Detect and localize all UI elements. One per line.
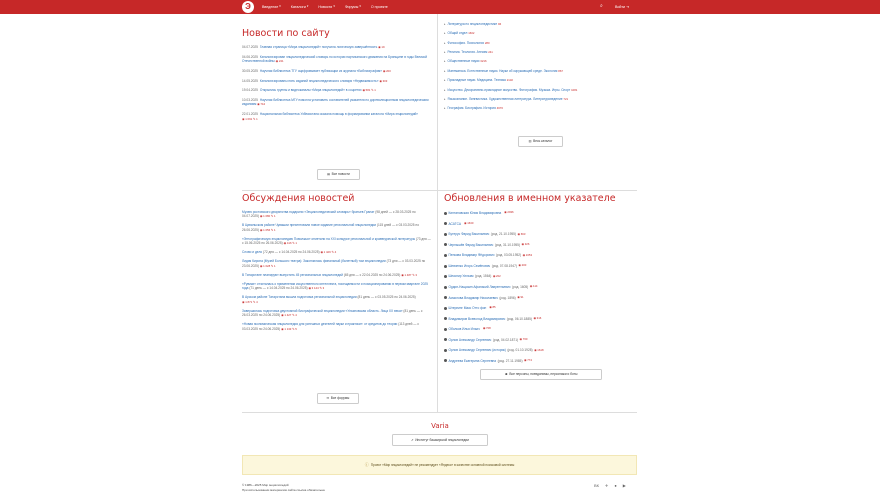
views-count: ◉ 1 080 ✎ 1 [259,214,276,219]
news-link[interactable]: Национальная библиотека Узбекистана оказала помощь в формировании каталога «Мира энциклопедий» [259,112,419,117]
column-divider [437,14,438,190]
folder-icon: ▸ [444,59,446,64]
person-link[interactable]: Асмолова Владимир Николаевич [448,295,498,300]
user-icon [444,233,447,236]
catalog-link[interactable]: Философия. Психология [447,40,484,45]
catalog-link[interactable]: Общественные науки [447,59,480,64]
discussion-link[interactable]: Музею ростовского дворянства подарили «Энциклопедический словарь» братьев Гранат [242,210,375,214]
column-divider [437,190,438,412]
person-link[interactable]: Чернышёв Фарид Васильевич [448,242,494,247]
catalog-link[interactable]: Математика. Естественные науки. Науки об окружающей среде. Экология [447,68,558,73]
license-text: При использовании материалов сайта ссылка обязательна [242,487,325,492]
views-count: ◉ 581 ✎ 1 [362,88,376,93]
views-count: ◉ 1653 [522,252,533,257]
discussion-item: «Рувики» отчиталась о применении искусственного интеллекта, посещаемости и позиционировании в первом квартале 2025 года (71 день — с 14.04.2025 по 24.06.2025) ◉ 3 144 ✎ 3 [242,281,428,291]
nav-menu [262,0,388,14]
news-section-title: Новости по сайту [242,28,330,39]
user-icon [444,265,447,268]
views-count: ◉ 2936 [504,210,514,215]
user-icon [444,328,447,331]
catalog-link[interactable]: Литература по энциклопедистике [447,22,498,26]
top-navbar [0,0,880,14]
section-divider [242,412,637,413]
news-list [242,45,432,126]
persons-section-title: Обновления в именном указателе [444,193,616,204]
news-link[interactable]: Каталогизированы пять изданий энциклопедического словаря «Недвижимость» [259,78,379,83]
comments-icon: ✉ [326,396,330,401]
discussion-link[interactable]: В Цивильском районе Чувашии презентовали новое издание региональной энциклопедии [242,223,377,228]
discussion-item: В Арском районе Татарстана вышла подготовка региональной энциклопедии (81 день — с 03.05.2025 по 24.06.2025) ◉ 1 871 ✎ 4 [242,295,416,304]
person-link[interactable]: Шекспир Уильям [448,274,474,279]
user-icon [444,296,447,299]
views-count: ◉ 241 [275,59,284,64]
folder-icon: ▸ [444,31,446,36]
catalog-item[interactable]: ▸ Общий отдел 1602 [444,31,475,36]
nav-item-forums[interactable]: Форумы ▾ [344,4,361,9]
discussion-link[interactable]: «Этнографическую энциклопедию Поволжья» отметили на XXI конкурсе региональной и краеведческой литературы [242,236,416,241]
user-icon [444,286,447,289]
views-count: ◉ 708 [482,326,491,331]
person-link[interactable]: Ордин-Нащокин Афанасий Лаврентьевич [448,285,511,290]
discussion-link[interactable]: Лидия Кирона (Музей Большого театра): Закончилась финальный (балетный) том энциклопедии [242,259,386,264]
nav-item-about[interactable]: О проекте [370,4,388,9]
catalog-link[interactable]: Языкознание. Лингвистика. Художественная литература. Литературоведение [447,96,563,101]
discussion-item: Слово и дело (72 дня — с 14.04.2025 по 24.06.2025) ◉ 1 429 ✎ 4 [242,250,337,255]
discussions-list [242,210,432,336]
news-item: 19.04.2025 Открылись группы и видеоканалы «Мира энциклопедий» в соцсетях ◉ 581 ✎ 1 [242,88,376,93]
person-item [444,208,639,219]
views-count: ◉ 1 133 ✎ 5 [281,326,297,331]
news-item: 22.01.2025 Национальная библиотека Узбекистана оказала помощь в формировании каталога «Мира энциклопедий» ◉ 1 091 ✎ 1 [242,112,419,121]
views-count: ◉ 1 427 ✎ 4 [281,313,297,318]
catalog-item[interactable]: ▸ Языкознание. Лингвистика. Художественная литература. Литературоведение 721 [444,96,569,101]
user-icon [444,212,447,215]
discussion-item: В Татарстане планируют выпустить 45 региональных энциклопедий (65 дня — с 22.04.2025 по 24.06.2025) ◉ 1 487 ✎ 3 [242,272,417,277]
catalog-item[interactable]: ▸ Религия. Теология. Атеизм 241 [444,50,493,55]
all-news-button[interactable]: ▤ Все новости [317,169,360,180]
all-persons-button[interactable]: ☻ Все персоны, псевдонимы, персонажи и боты [480,369,602,380]
views-count: ◉ 1 487 ✎ 3 [401,272,417,277]
catalog-link[interactable]: Религия. Теология. Атеизм [447,50,488,55]
views-count: ◉ 19 [378,45,385,49]
users-icon: ☻ [504,372,508,377]
news-item: 04.06.2025 Каталогизирован энциклопедический словарь по истории партизанского движения на Брянщине в годы Великой Отечественной войны ◉ 241 [242,54,428,64]
person-item: Андреева Екатерина Сергеевна (род. 27.11.1985) ◉ 774 [444,356,639,367]
person-item: Орлов Александр Сергеевич (род. 04.02.1871) ◉ 760 [444,335,639,346]
person-link[interactable]: АСАТСА [448,221,461,226]
book-icon: ▥ [528,139,532,144]
views-count: ◉ 1630 [463,221,474,225]
views-count: ◉ 3 144 ✎ 3 [308,286,325,291]
discussion-item: В Цивильском районе Чувашии презентовали новое издание региональной энциклопедии (115 дней — с 03.03.2025 по 26.06.2025) ◉ 1 056 ✎ 1 [242,223,419,232]
person-item: Орлов Александр Сергеевич (историк) (род. 01.10.1928) ◉ 1618 [444,345,639,356]
user-icon [444,317,447,320]
person-item: Владимиров Всеволод Владимирович (род. 06.10.1885) ◉ 316 [444,313,639,324]
views-count: ◉ 1 429 ✎ 4 [320,250,337,255]
news-link[interactable]: Научная библиотека ТГУ оцифровывает публикации из журнала «Библиография» [259,68,383,73]
user-icon [444,254,447,257]
person-link[interactable]: Пенкова Владимир Фёдорович [448,253,495,258]
discussion-item: Лидия Кирона (Музей Большого театра): Закончилась финальный (балетный) том энциклопедии (73 дня — с 03.03.2025 по 23.06.2025) ◉ 1 028 ✎ 1 [242,259,426,268]
discussion-link[interactable]: «Новая экономическая энциклопедия для успешных деятелей науки и практики»: от кредитов до теории [242,322,398,327]
news-link[interactable]: Главная страница «Мира энциклопедий» получила логическую завершённость [259,45,378,49]
vk-icon[interactable]: ВК [594,483,599,488]
discussion-link[interactable]: Завершилась подготовка двухтомной биографической энциклопедии «Ульяновская область. Лица XX века» [242,308,403,313]
user-icon [444,338,447,341]
catalog-link[interactable]: География. Биография. История [447,106,496,111]
user-icon [444,243,447,246]
info-icon: ⓘ [364,462,369,468]
telegram-icon[interactable]: ✈ [605,483,609,488]
catalog-item[interactable]: ▸ Прикладные науки. Медицина. Техника 2132 [444,78,513,83]
discussion-item: «Этнографическую энциклопедию Поволжья» отметили на XXI конкурсе региональной и краеведческой литературы (73 дня — с 15.06.2025 по 26.06.2025) ◉ 416 ✎ 1 [242,236,431,246]
catalog-link[interactable]: Искусство. Декоративно-прикладное искусство. Фотография. Музыка. Игры. Спорт [447,87,571,92]
catalog-item[interactable]: ▸ Литература по энциклопедистике 96 [444,22,502,26]
views-count: ◉ 416 ✎ 1 [283,241,297,246]
all-catalog-button[interactable]: ▥ Весь каталог [518,136,563,147]
person-item: Шевченко Игорь Семёнович (род. 07.08.1947) ◉ 200 [444,261,639,272]
news-link[interactable]: Каталогизирован энциклопедический словарь по истории партизанского движения на Брянщине в годы Великой Отечественной войны [242,54,428,64]
person-item: Бутерус Фарид Васильевич (род. 21.10.1955) ◉ 663 [444,229,639,240]
catalog-item[interactable]: ▸ Философия. Психология 280 [444,40,490,45]
discussion-item: Завершилась подготовка двухтомной биографической энциклопедии «Ульяновская область. Лица XX века» (81 день — с 26.03.2025 по 24.06.2025) ◉ 1 427 ✎ 4 [242,308,423,318]
institute-button[interactable]: ⇗ Институт башкирской энциклопедии [392,434,488,446]
person-item [444,219,639,230]
person-link[interactable]: Киптановская Юлия Владимировна [448,211,502,216]
folder-icon: ▸ [444,96,446,101]
person-link[interactable]: Штерлинг Макс Отто фон [448,306,487,311]
catalog-item[interactable]: ▸ Искусство. Декоративно-прикладное искусство. Фотография. Музыка. Игры. Спорт 1081 [444,87,578,92]
views-count: ◉ 663 [517,231,526,236]
views-count: ◉ 1 091 ✎ 1 [242,116,258,121]
person-item [444,303,639,314]
news-item: 14.05.2025 Каталогизированы пять изданий энциклопедического словаря «Недвижимость» ◉ 303 [242,78,388,83]
person-item: Пенкова Владимир Фёдорович (род. 03.05.1952) ◉ 1653 [444,250,639,261]
views-count: ◉ 1 028 ✎ 1 [259,263,276,268]
catalog-list [444,22,639,116]
person-item: Асмолова Владимир Николаевич (род. 1896) ◉ 91 [444,292,639,303]
news-item: 30.05.2025 Научная библиотека ТГУ оцифровывает публикации из журнала «Библиография» ◉ 200 [242,68,391,73]
person-link[interactable]: Шевченко Игорь Семёнович [448,263,491,268]
views-count: ◉ 1 871 ✎ 4 [242,299,258,304]
person-item: Ордин-Нащокин Афанасий Лаврентьевич (род. 1605) ◉ 114 [444,282,639,293]
all-forums-button[interactable]: ✉ Все форумы [317,393,359,404]
views-count: ◉ 760 [519,337,528,342]
nav-item-intro[interactable]: Введение ▾ [262,4,281,9]
views-count: ◉ 200 [518,263,527,268]
views-count: ◉ 91 [517,294,524,299]
site-logo[interactable]: Э [242,1,254,13]
news-link[interactable]: Научная библиотека МГУ помогла установить составителей указателя по дореволюционным энциклопедическим изданиям [242,98,429,107]
person-link[interactable]: Оболков Илья Ильич [448,327,480,332]
external-link-icon: ⇗ [411,437,414,442]
person-item: Чернышёв Фарид Васильевич (род. 31.10.1955) ◉ 326 [444,240,639,251]
views-count: ◉ 774 [524,358,532,363]
news-link[interactable]: Открылись группы и видеоканалы «Мира энциклопедий» в соцсетях [259,88,362,93]
newspaper-icon: ▤ [327,172,331,177]
nav-item-catalogs[interactable]: Каталоги ▾ [290,4,309,9]
views-count: ◉ 316 [533,315,542,320]
discussion-link[interactable]: В Арском районе Татарстана вышла подготовка региональной энциклопедии [242,295,357,300]
folder-icon: ▸ [444,106,446,111]
chevron-down-icon: ▾ [359,4,361,9]
varia-title: Varia [431,422,449,430]
discussion-link[interactable]: «Рувики» отчиталась о применении искусственного интеллекта, посещаемости и позиционировании в первом квартале 2025 года [242,281,428,291]
user-icon [444,359,447,362]
folder-icon: ▸ [444,87,446,92]
user-icon [444,307,447,310]
catalog-item[interactable]: ▸ Общественные науки 3216 [444,59,487,64]
folder-icon: ▸ [444,50,446,55]
news-item: 04.07.2025 Главная страница «Мира энциклопедий» получила логическую завершённость ◉ 19 [242,45,385,49]
section-divider [242,190,637,191]
user-icon [444,222,447,225]
discussion-link[interactable]: Слово и дело [242,250,263,255]
social-links [594,483,626,488]
copyright-text: © 1986—2025 Мир энциклопедий [242,483,289,487]
search-icon[interactable]: ⌕ [600,3,603,9]
views-count: ◉ 202 [492,273,501,278]
catalog-link[interactable]: Общий отдел [447,31,468,36]
user-icon [444,275,447,278]
person-link[interactable]: Орлов Александр Сергеевич (историк) [448,348,506,353]
person-link[interactable]: Андреева Екатерина Сергеевна [448,358,497,363]
discussion-link[interactable]: В Татарстане планируют выпустить 45 региональных энциклопедий [242,272,343,277]
news-item: 10.03.2025 Научная библиотека МГУ помогла установить составителей указателя по дореволюционным энциклопедическим изданиям ◉ 744 [242,98,429,107]
warning-alert: ⓘ Проект «Мир энциклопедий» не рекомендует «Яндекс» в качестве основной поисковой системы [242,455,637,475]
chevron-down-icon: ▾ [306,4,309,9]
person-link[interactable]: Владимиров Всеволод Владимирович [448,316,506,321]
catalog-item[interactable]: ▸ География. Биография. История 4676 [444,106,503,111]
catalog-item[interactable]: ▸ Математика. Естественные науки. Науки об окружающей среде. Экология 867 [444,68,563,73]
user-icon [444,349,447,352]
login-link[interactable]: Войти ⇥ [615,4,630,9]
views-count: ◉ 200 [382,68,391,73]
discussion-item: «Новая экономическая энциклопедия для успешных деятелей науки и практики»: от кредитов до теории (113 дней — с 03.03.2025 по 24.06.2025) ◉ 1 133 ✎ 5 [242,322,419,331]
youtube-icon[interactable]: ▶ [622,483,626,488]
views-count: ◉ 85 [489,305,496,310]
folder-icon: ▸ [444,40,446,45]
views-count: ◉ 303 [379,78,388,83]
views-count: ◉ 1 056 ✎ 1 [259,227,276,232]
person-item [444,324,639,335]
catalog-link[interactable]: Прикладные науки. Медицина. Техника [447,78,506,83]
person-link[interactable]: Бутерус Фарид Васильевич [448,232,490,237]
views-count: ◉ 744 [257,102,266,107]
discussion-item: Музею ростовского дворянства подарили «Энциклопедический словарь» братьев Гранат (98 дней — с 28.03.2025 по 04.07.2025) ◉ 1 080 ✎ 1 [242,210,416,219]
views-count: ◉ 1618 [534,347,544,352]
footer [242,483,325,492]
folder-icon: ▸ [444,68,446,73]
nav-item-news[interactable]: Новости ▾ [318,4,335,9]
persons-list [444,208,639,366]
folder-icon: ▸ [444,22,446,26]
chevron-down-icon: ▾ [333,4,335,9]
views-count: ◉ 326 [521,242,530,247]
folder-icon: ▸ [444,78,446,83]
odnoklassniki-icon[interactable]: ● [614,483,617,488]
discussions-section-title: Обсуждения новостей [242,193,355,204]
person-link[interactable]: Орлов Александр Сергеевич [448,337,492,342]
login-icon: ⇥ [626,4,630,9]
views-count: ◉ 114 [529,284,538,289]
chevron-down-icon: ▾ [279,4,281,9]
person-item: Шекспир Уильям (род. 1564) ◉ 202 [444,271,639,282]
